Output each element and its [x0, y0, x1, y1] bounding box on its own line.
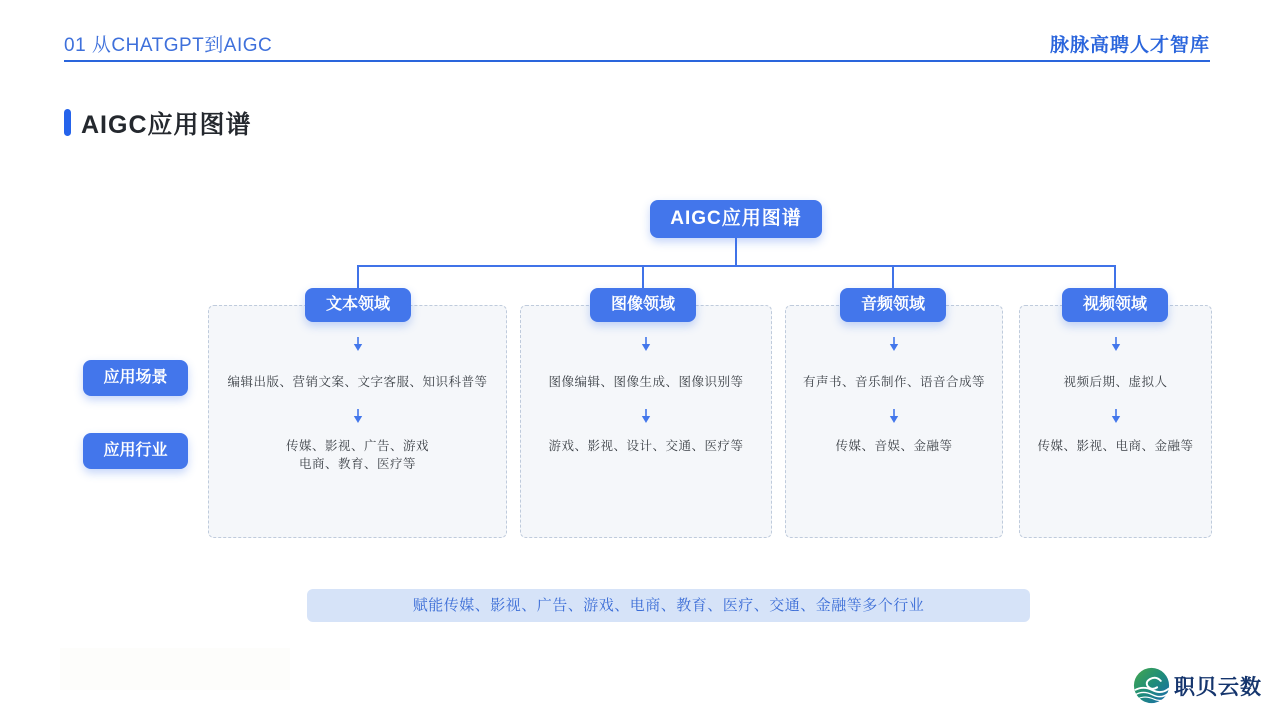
connector-drop-video: [1114, 265, 1116, 290]
category-box-video: [1019, 305, 1212, 538]
header-divider: [64, 60, 1210, 62]
industries-text: [1024, 437, 1207, 455]
category-box-text: [208, 305, 507, 538]
down-arrow-icon: [640, 336, 652, 357]
down-arrow-icon: [888, 408, 900, 429]
connector-root-vertical: [735, 238, 737, 266]
connector-drop-audio: [892, 265, 894, 290]
brand-title: 脉脉高聘人才智库: [1049, 35, 1210, 56]
down-arrow-icon: [1110, 336, 1122, 357]
watermark: [60, 648, 290, 690]
logo-text: 职贝云数: [1174, 675, 1262, 699]
root-node: AIGC应用图谱: [650, 200, 822, 238]
category-box-audio: [785, 305, 1003, 538]
scenes-text: 有声书、音乐制作、语音合成等: [802, 375, 985, 389]
branch-node-video: 视频领域: [1062, 288, 1168, 322]
branch-node-image: 图像领域: [590, 288, 696, 322]
down-arrow-icon: [640, 408, 652, 429]
branch-node-audio: 音频领域: [840, 288, 946, 322]
industries-text: [213, 437, 502, 473]
scenes-text: 编辑出版、营销文案、文字客服、知识科普等: [227, 375, 488, 389]
category-box-image: [520, 305, 772, 538]
industries-text: [525, 437, 767, 455]
company-logo: [1133, 667, 1262, 704]
industries-line: 游戏、影视、设计、交通、医疗等: [548, 439, 744, 453]
summary-banner: 赋能传媒、影视、广告、游戏、电商、教育、医疗、交通、金融等多个行业: [307, 589, 1030, 622]
industries-line: 传媒、音娱、金融等: [835, 439, 953, 453]
down-arrow-icon: [352, 408, 364, 429]
connector-horizontal: [357, 265, 1116, 267]
industries-text: [790, 437, 998, 455]
page-title: AIGC应用图谱: [81, 111, 252, 139]
down-arrow-icon: [888, 336, 900, 357]
connector-drop-text: [357, 265, 359, 290]
globe-wave-logo-icon: [1133, 667, 1170, 704]
branch-node-text: 文本领域: [305, 288, 411, 322]
section-label: 01 从CHATGPT到AIGC: [64, 35, 273, 56]
industries-line: 传媒、影视、电商、金融等: [1037, 439, 1194, 453]
industries-line: 传媒、影视、广告、游戏: [285, 439, 429, 453]
title-accent-bar: [64, 109, 71, 136]
industries-line: 电商、教育、医疗等: [298, 457, 416, 471]
row-label-industries: 应用行业: [83, 433, 188, 469]
down-arrow-icon: [1110, 408, 1122, 429]
connector-drop-image: [642, 265, 644, 290]
scenes-text: 图像编辑、图像生成、图像识别等: [548, 375, 744, 389]
row-label-scenes: 应用场景: [83, 360, 188, 396]
down-arrow-icon: [352, 336, 364, 357]
scenes-text: 视频后期、虚拟人: [1063, 375, 1168, 389]
